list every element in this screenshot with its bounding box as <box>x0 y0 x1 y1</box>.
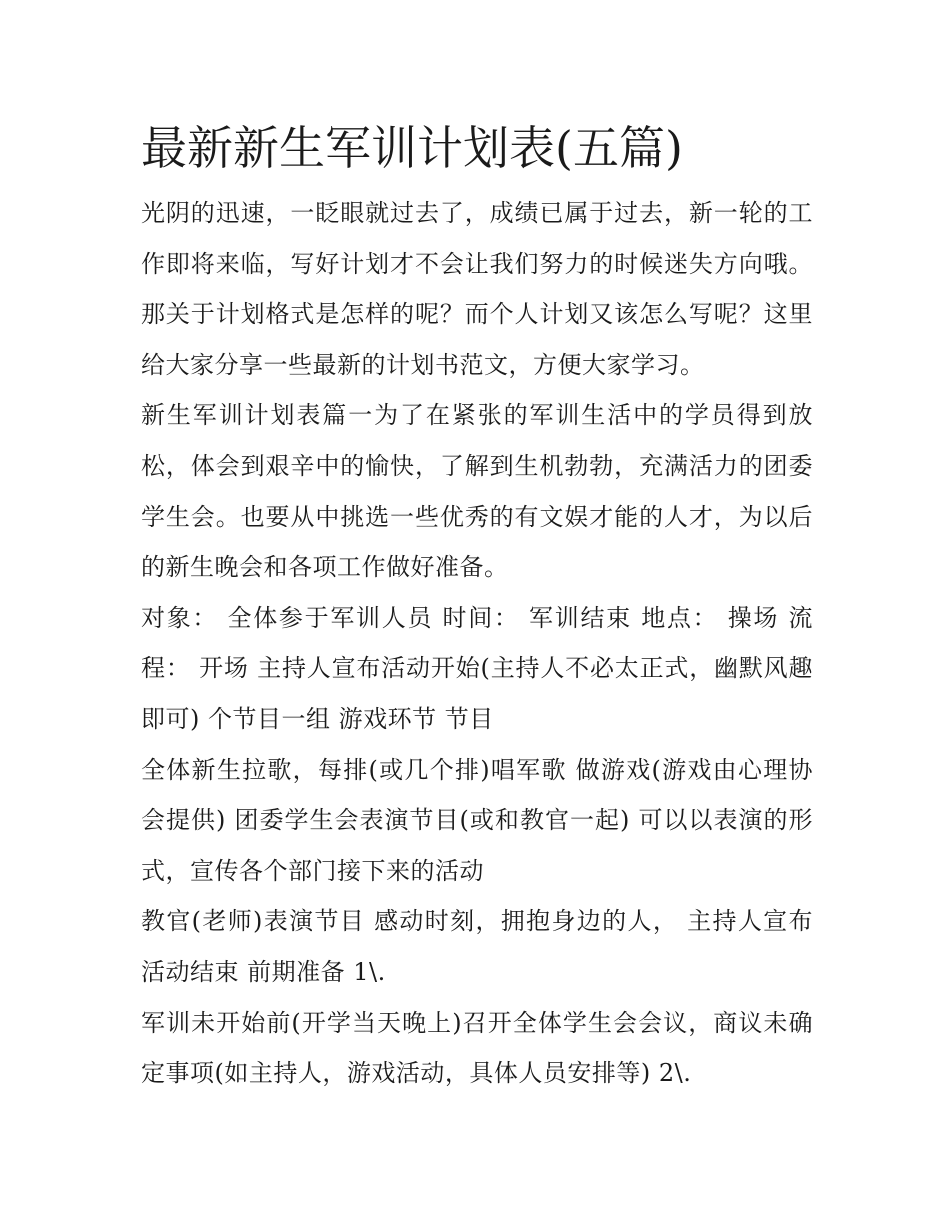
paragraph-plan-one: 新生军训计划表篇一为了在紧张的军训生活中的学员得到放松，体会到艰辛中的愉快，了解到生机勃勃，充满活力的团委学生会。也要从中挑选一些优秀的有文娱才能的人才，为以后的新生晚会和各项工作做好准备。 <box>141 401 813 582</box>
paragraph-program: 全体新生拉歌，每排(或几个排)唱军歌 做游戏(游戏由心理协会提供) 团委学生会表演节目(或和教官一起) 可以以表演的形式，宣传各个部门接下来的活动 <box>141 755 813 885</box>
document-body <box>141 116 813 1099</box>
paragraph-event-details: 对象： 全体参于军训人员 时间： 军训结束 地点： 操场 流程： 开场 主持人宣布活动开始(主持人不必太正式，幽默风趣即可) 个节目一组 游戏环节 节目 <box>141 603 813 733</box>
paragraph-preparation: 军训未开始前(开学当天晚上)召开全体学生会会议，商议未确定事项(如主持人，游戏活动，具体人员安排等) 2\. <box>141 1008 813 1088</box>
document-title: 最新新生军训计划表(五篇) <box>141 121 683 175</box>
paragraph-intro: 光阴的迅速，一眨眼就过去了，成绩已属于过去，新一轮的工作即将来临，写好计划才不会让我们努力的时候迷失方向哦。那关于计划格式是怎样的呢？而个人计划又该怎么写呢？这里给大家分享一些最新的计划书范文，方便大家学习。 <box>141 199 813 379</box>
paragraph-closing: 教官(老师)表演节目 感动时刻，拥抱身边的人， 主持人宣布活动结束 前期准备 1\. <box>141 907 813 986</box>
